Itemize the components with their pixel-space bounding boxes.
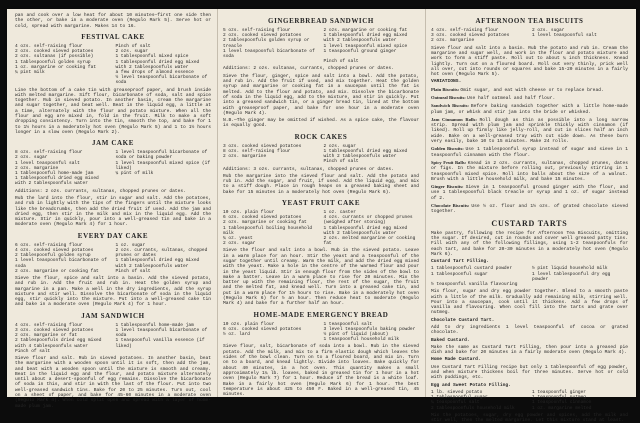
filling-ingredients	[431, 390, 628, 411]
ingredient-line: 2 ozs. currants, sultanas, chopped	[115, 247, 208, 253]
fillings-list	[431, 259, 628, 423]
ingredient-line: ¼ teaspoonful salt	[431, 400, 480, 406]
filling-item	[431, 383, 628, 423]
method-yeast-fruit-cake: Sieve the flour and salt into a bowl. Rub in the sieved potato. Leave in a warm place for an hour. Stir the yeast and a teaspoonful of the sugar together until creamy. Warm the milk, and add the dried egg mixed with the yeast. Make a hole in the centre of the warmed flour and pour in the yeast liquid. Stir in enough flour from the sides of the bowl to make a batter. Leave in a warm place to rise for 20 minutes. Mix the batter up with the remaining flour, the rest of the sugar, the fruit and the melted fat, and knead well. Turn into a greased cake tin, and put in a warm place for 1½ hours to rise. Bake in a moderately hot oven (Regulo Mark 6) for ½ an hour. Then reduce heat to moderate (Regulo Mark 4) and bake for a further half an hour.	[223, 248, 419, 307]
ingredient-line: 4 ozs. self-raising flour	[15, 322, 83, 328]
filling-ingredients	[431, 266, 628, 287]
ingredient-line: liked)	[115, 165, 132, 171]
method-gingerbread-sandwich: Sieve the flour, ginger, spice and salt into a bowl. Add the potato, and rub in. Add the fruit if used, and mix together. Heat the golden syrup and margarine or cooking fat in a saucepan until the fat is melted. Add to the flour and potato, and mix. Dissolve the bicarbonate of soda in the liquid egg, add to the mixture, and stir in quickly. Put into a greased sandwich tin, or a ginger bread tin, lined at the bottom with greaseproof paper, and bake for one hour in a moderate oven (Regulo Mark 4).	[223, 73, 419, 116]
ingredient-line: ¾ oz. yeast	[223, 236, 253, 241]
ingredient-line: 2 ozs. sugar	[15, 155, 48, 161]
filling-text: Mix the potatoes, sugar, dry egg powder and spices, add the milk and stir well, then the melted margarine. Let this mixture stand at least.	[431, 412, 628, 423]
ingredient-line: 1 level teaspoonful mixed spice	[323, 43, 408, 49]
ingredient-line: 1 oz. sugar	[115, 242, 146, 248]
method-afternoon-tea-biscuits: Sieve flour and salt into a basin. Rub the potato and rub in. Cream the margarine and sugar well, and work in the flour and potato mixture and work to form a stiff paste. Roll out to about ¼ inch thickness. Knead lightly. Turn out on a floured board. Roll out very thinly, prick well all over, cut into rounds or squares and bake 15-20 minutes in a fairly hot oven (Regulo Mark 5).	[431, 45, 628, 78]
additions-rock-cakes: Additions: 3 ozs. currants, sultanas, chopped prunes or dates.	[223, 166, 394, 172]
ingredients-festival-cake	[15, 44, 211, 86]
recipe-title-jam-cake: JAM CAKE	[92, 139, 134, 148]
ingredient-line: Pinch of salt	[115, 43, 151, 49]
filling-text: Add to dry ingredients 1 level teaspoonful of cocoa or grated chocolate.	[431, 325, 628, 336]
recipe-title-jam-sandwich: JAM SANDWICH	[81, 311, 145, 320]
ingredient-line: 1 tablespoonful custard powder	[431, 266, 513, 272]
ingredient-line: 2 ozs. margarine	[223, 154, 267, 160]
ingredient-line: ¼ pint milk	[15, 69, 45, 75]
additions-gingerbread-sandwich: Additions: 2 ozs. sultanas, currants, chopped prunes or dates.	[223, 66, 394, 72]
ingredient-line: with 2 tablespoonfuls water	[323, 38, 397, 44]
ingredient-line: a few drops of almond essence	[115, 69, 194, 75]
ingredient-line: 2 ozs. melted margarine or cooking	[323, 236, 416, 241]
variation-text: Omit sugar, and eat with cheese or to replace bread.	[460, 87, 604, 93]
ingredient-line: 2 ozs. margarine or fat	[15, 333, 78, 339]
variation-item	[431, 95, 628, 101]
ingredients-rock-cakes	[223, 144, 419, 165]
ingredient-line: milk	[223, 230, 234, 236]
variation-text: Use half oatmeal and half flour.	[466, 95, 556, 101]
ingredient-line: ½ teaspoonful vanilla flavouring	[431, 282, 518, 288]
intro-custard-tarts: Make pastry, following the recipe for Afternoon Tea Biscuits, omitting the sugar. If desired, cut in rounds and cover well greased patty tins. Fill with any of the following fillings, using 1-2 teaspoonfuls for each tart, and bake for 20-30 minutes in a moderately hot oven (Regulo Mark 6).	[431, 230, 628, 257]
method-emergency-bread: Sieve flour, salt, bicarbonate of soda into a bowl. Rub in the sieved potato. Add the milk, and mix to a firm elastic dough which leaves the sides of the bowl clean. Turn on to a floured board, and mix in. Turn on to a board, and knead lightly. Divide into loaves. Bake quickly for about 40 minutes, in a hot oven. This quantity makes a small approximately 1¼ lb. loaves, baked in greased tin for 1 hour in a hot oven (Regulo Mark 7) for 1 hour. Reduce if the bread is a white loaf. Bake in a fairly hot oven (Regulo Mark 6) for 1 hour. The best temperature is about 425 to 450 F. Baked in a well-greased tin, 45 minutes.	[223, 344, 419, 398]
ingredient-line: soda or baking powder	[115, 155, 173, 161]
ingredient-line: 2 ozs. margarine or cooking fat	[15, 268, 99, 274]
variation-name: Sandwich Biscuits:	[431, 103, 471, 109]
recipe-title-afternoon-tea-biscuits: AFTERNOON TEA BISCUITS	[475, 17, 584, 25]
ingredient-line: 1 teaspoonful cinnamon	[532, 400, 592, 406]
ingredient-line: 2 ozs. cooked sieved potatoes	[223, 33, 302, 39]
ingredient-line: fat	[323, 241, 332, 247]
ingredient-line: 1 tablespoonful dried egg mixed	[115, 59, 200, 65]
filling-item	[431, 338, 628, 356]
ingredient-line: 1 tablespoonful boiling household	[223, 225, 313, 231]
additions-jam-cake: Additions: 2 ozs. currants, sultanas, chopped prunes or dates.	[15, 188, 186, 194]
variations-list	[431, 87, 628, 215]
recipe-title-rock-cakes: ROCK CAKES	[294, 132, 348, 141]
ingredient-line: 6 ozs. cooked sieved potatoes	[223, 215, 302, 221]
ingredient-line: ½ oz. lard	[223, 332, 251, 338]
ingredient-line: 1 oz. margarine melted	[532, 405, 592, 411]
ingredient-line: 1 level teaspoonful bicarbonate of	[115, 327, 208, 333]
ingredient-line: 1 tablespoonful dried egg mixed	[323, 33, 408, 39]
variation-text: Use ½ oz. flour and 1½ ozs. of grated chocolate sieved together.	[431, 204, 628, 215]
ingredient-line: 1 tablespoonful sugar	[431, 271, 488, 277]
filling-name: Home Made Custard.	[431, 357, 481, 363]
variation-name: Chocolate Biscuits:	[431, 203, 472, 209]
ingredient-line: 1 tablespoonful dried egg mixed	[15, 176, 99, 182]
ingredient-line: 1 level teaspoonful bicarbonate of	[115, 150, 208, 156]
variation-name: Golden Biscuits:	[431, 146, 466, 152]
ingredient-line: 2 tablespoonfuls golden syrup or	[223, 38, 310, 44]
ingredient-line: 1 teaspoonful household milk	[323, 337, 400, 343]
method-every-day-cake: Sieve the flour, spice and salt into a basin. Add the sieved potato, and rub in. Add the fruit and rub in. Heat the golden syrup and margarine in a pan. Make a well in the dry ingredients, add the syrup mixture and stir well. Dissolve the bicarbonate of soda in the liquid egg, stir quickly into the mixture. Put into a well-greased cake tin and bake in a moderate oven (Regulo Mark 4) for 1 hour.	[15, 275, 211, 308]
variation-text: Sieve in 1 teaspoonful ground ginger with the flour, and use 1 tablespoonful black treacle or syrup and 1 oz. of sugar instead of 2.	[431, 185, 628, 201]
ingredient-line: 3 ozs. cooked sieved potatoes	[15, 327, 94, 333]
variation-text: Use 1 tablespoonful syrup instead of sugar and sieve in 1 teaspoonful cinnamon with the flour.	[431, 147, 628, 158]
recipe-title-yeast-fruit-cake: YEAST FRUIT CAKE	[281, 198, 361, 207]
ingredient-line	[15, 75, 111, 85]
ingredient-line: 1 tablespoonful home-made jam	[15, 171, 94, 176]
filling-name: Custard Tart Filling.	[431, 259, 489, 265]
ingredient-line: 2 ozs. cooked sieved potatoes	[15, 49, 94, 55]
variation-item	[431, 146, 628, 158]
ingredient-line: 1 level teaspoonful bicarbonate of soda	[223, 48, 315, 60]
ingredient-line: 1 tablespoonful mixed spice	[115, 54, 189, 60]
filling-item	[431, 318, 628, 336]
filling-text: Make the same as Custard Tart Filling, then pour into a greased pie dish and bake for 20 minutes in a fairly moderate oven (Regulo Mark 4).	[431, 344, 628, 356]
variation-name: Ginger Biscuits:	[431, 184, 466, 190]
ingredient-line: 2 ozs. sugar	[532, 28, 565, 33]
ingredient-line: 2 tablespoonful golden syrup	[15, 253, 91, 259]
ingredient-line: 1 lb. sieved potato	[431, 389, 483, 395]
fold-line	[217, 9, 218, 397]
variation-name: Spicy Fruit Balls:	[431, 159, 468, 165]
ingredient-line: with 2 tablespoonfuls water	[15, 181, 88, 187]
recipe-title-festival-cake: FESTIVAL CAKE	[81, 32, 145, 41]
column-left	[15, 13, 211, 409]
ingredient-line: with 2 tablespoonfuls water	[323, 230, 397, 236]
variation-item	[431, 87, 628, 93]
ingredient-line: 4 ozs. cooked sieved potatoes	[15, 247, 94, 253]
filling-name: Chocolate Custard Tart.	[431, 317, 495, 323]
ingredient-line: 3 ozs. cooked sieved potatoes	[431, 33, 510, 39]
recipe-title-every-day-cake: EVERY DAY CAKE	[77, 231, 149, 240]
ingredient-line: 1 teaspoonful ground ginger	[323, 48, 397, 54]
column-right	[431, 13, 628, 423]
ingredient-line: 1 oz. margarine or cooking fat	[15, 64, 97, 70]
ingredient-line: 1 tablespoonful sugar	[431, 395, 488, 401]
ingredient-line	[532, 282, 628, 287]
column-middle	[223, 13, 419, 398]
ingredient-line: 1 oz. caster	[323, 209, 356, 215]
method-rock-cakes: Rub the margarine into the sieved flour and salt. Add the potato and rub in. Add the sugar, and fruit, if used. Add the liquid egg, and mix to a stiff dough. Place in rough heaps on a greased baking sheet and bake for 15 minutes in a moderately hot oven (Regulo Mark 6).	[223, 173, 419, 195]
ingredients-emergency-bread	[223, 322, 419, 343]
ingredients-gingerbread-sandwich	[223, 28, 419, 64]
ingredient-line: 2 ozs. sultanas (if possible)	[15, 54, 94, 60]
ingredient-line: 8 ozs. self-raising flour	[223, 148, 291, 154]
ingredient-line: 2 ozs. sugar	[115, 49, 148, 55]
ingredient-line: 1 level teaspoonful bicarbonate of	[15, 258, 107, 264]
filling-name: Egg and Sweet Potato Filling.	[431, 382, 511, 388]
method-jam-sandwich: Sieve flour and salt. Rub in sieved potatoes. In another basin, beat the margarine with a wooden spoon until it is soft, then add the jam, and beat with a wooden spoon until the mixture is smooth and creamy. Beat in the liquid egg and the flour, and potato mixture alternately until about a desert-spoonful of egg remains. Dissolve the bicarbonate of soda in this, and stir in with the last of the flour. Put into two well-greased sandwich tins. Bake for 20 to 25 minutes. Turn out, cool on a sheet of paper, and bake for 45-60 minutes in a moderate oven (Regulo Mark 4). When cold split open and spread with a layer of home-made plum jam.	[15, 355, 211, 409]
ingredients-afternoon-tea-biscuits	[431, 28, 628, 44]
variation-item	[431, 103, 628, 115]
ingredient-line: 4 ozs. self-raising flour	[431, 28, 499, 33]
ingredient-line: 1 teaspoonful ginger	[532, 389, 587, 395]
ingredient-line: 2 ozs. sugar	[323, 143, 356, 149]
ingredient-line: ½ pint of liquid (about)	[323, 332, 389, 338]
ingredient-line: 5 ozs. self-raising flour	[223, 28, 291, 33]
ingredient-line: 2 tablespoonfuls household milk	[431, 405, 515, 411]
note-gingerbread-sandwich: N.B.—The ginger may be omitted if wished. As a spice cake, the flavour is equally good.	[223, 118, 419, 129]
ingredient-line: with 2 tablespoonfuls water	[323, 154, 397, 160]
ingredient-line: 2 tablespoonfuls dried egg mixed	[15, 338, 102, 344]
recipe-leaflet-page	[7, 9, 636, 423]
variation-text: Knead in 2 ozs. currants, sultanas, chopped prunes, dates or figs. In the mixture before rolling out, previously stirring in 1 teaspoonful mixed spice. Roll into balls about the size of a walnut. Brush with a little household milk, and bake 15 minutes.	[431, 160, 628, 182]
ingredient-line: soda	[15, 263, 26, 269]
recipe-title-custard-tarts: CUSTARD TARTS	[491, 218, 568, 228]
ingredient-line: 1 teaspoonful salt	[323, 321, 373, 327]
variation-text: Before baking sandwich together with a little home-made plum jam, or whisk and stir jam into the bride or whisked.	[431, 104, 628, 115]
ingredient-line: 1 level teaspoonful mixed spice (if	[115, 160, 211, 166]
variation-item	[431, 160, 628, 182]
ingredients-jam-sandwich	[15, 323, 211, 354]
ingredient-line: 1 tablespoonful golden syrup	[15, 59, 91, 65]
variation-name: Plain Biscuits:	[431, 86, 461, 92]
ingredient-line: ¼ pint of milk	[115, 171, 154, 176]
ingredient-line: 6 ozs. cooked sieved potatoes	[223, 326, 302, 332]
fold-line	[425, 9, 426, 397]
filling-item	[431, 259, 628, 316]
ingredient-line: 4 ozs. self-raising flour	[15, 43, 83, 49]
ingredient-line: 1 tablespoonful dried egg mixed	[115, 258, 200, 264]
ingredient-line: 2 ozs. sugar	[223, 241, 256, 247]
ingredient-line: liked)	[115, 343, 132, 349]
ingredient-line	[223, 337, 319, 342]
ingredient-line: soda	[115, 333, 127, 339]
ingredient-line	[223, 159, 319, 164]
ingredient-line: ½ level teaspoonful bicarbonate of soda	[115, 75, 208, 86]
ingredient-line: prunes or dates	[115, 253, 157, 259]
ingredient-line: 1 tablespoonful dried egg mixed	[323, 148, 408, 154]
ingredient-line: 10 ozs. plain flour	[223, 321, 275, 327]
ingredient-line: 8 ozs. self-raising flour	[15, 150, 83, 156]
ingredient-line	[223, 59, 319, 64]
ingredient-line: 3 level teaspoonfuls baking powder	[323, 326, 416, 332]
ingredient-line: 1 teaspoonful vanilla essence (if	[115, 338, 205, 344]
filling-text: Mix flour, sugar and dry egg powder together. Blend to a smooth paste with a little of the milk. Gradually add remaining milk, stirring well. Pour into a saucepan, cook until it thickens. Add a few drops of vanilla and flavouring. When cool fill into the tarts and grate over nutmeg.	[431, 289, 628, 316]
variations-heading: VARIATIONS.	[431, 79, 462, 85]
ingredient-line	[116, 181, 212, 186]
ingredient-line: Pinch of salt	[15, 348, 51, 354]
ingredient-line: with 2 tablespoonfuls water	[115, 64, 189, 70]
ingredient-line: (weighed after stoning)	[323, 220, 386, 226]
recipe-title-emergency-bread: HOME-MADE EMERGENCY BREAD	[253, 310, 389, 319]
ingredient-line: with 4 tablespoonfuls water	[15, 343, 88, 349]
ingredient-line: 2 ozs. margarine or cooking fat	[223, 220, 307, 226]
ingredient-line	[532, 38, 628, 43]
variation-text: Roll dough as thin as possible into a long narrow strip. Spread with plum jam and sprinkle thickly with cinnamon (if liked). Roll up firmly like jelly-roll, and cut in slices half an inch wide. Bake on a well-greased tray with cut side down. As these burn very easily, bake 10 to 15 minutes. Make 24 rolls.	[431, 117, 628, 145]
filling-name: Baked Custard.	[431, 337, 470, 343]
ingredient-line: 2 ozs. margarine	[431, 38, 475, 44]
ingredient-line: 3 ozs. cooked sieved potatoes	[223, 143, 302, 149]
ingredient-line: treacle	[223, 43, 242, 49]
ingredient-line: Pinch of salt	[115, 268, 151, 274]
ingredient-line: 2 ozs. margarine or cooking fat	[323, 28, 408, 33]
ingredient-line	[116, 349, 212, 354]
ingredient-line: with 2 tablespoonfuls water	[115, 263, 189, 269]
ingredient-line: 1 level tablespoonful dry egg powder	[532, 271, 611, 282]
ingredients-every-day-cake	[15, 243, 211, 274]
ingredient-line: 1 tablespoonful dried egg mixed	[323, 225, 408, 231]
variation-item	[431, 184, 628, 201]
filling-item	[431, 357, 628, 380]
ingredients-jam-cake	[15, 150, 211, 186]
ingredient-line: 1 teaspoonful nutmeg	[532, 395, 587, 401]
ingredient-line: 1 tablespoonful home-made jam	[115, 322, 194, 328]
ingredient-line: 6 ozs. self-raising flour	[15, 242, 83, 248]
ingredient-line: 1 level teaspoonful salt	[532, 33, 597, 39]
recipe-title-gingerbread-sandwich: GINGERBREAD SANDWICH	[268, 17, 374, 25]
ingredient-line: 10 ozs. plain flour	[223, 209, 275, 215]
ingredients-yeast-fruit-cake	[223, 210, 419, 246]
ingredient-line: ½ pint liquid household milk	[532, 266, 608, 272]
method-festival-cake: Line the bottom of a cake tin with greaseproof paper, and brush inside with melted margarine. Sift flour, bicarbonate of soda, salt and spice together. Rub in sieved potato. In another basin, cream the margarine and sugar together, and beat well. Beat in the liquid egg, a little at a time, alternately with the flour and potato mixture. When all the flour and egg are mixed in, fold in the fruit. Milk to make a soft dropping consistency. Turn into the tin, smooth the top, and bake for 1 to 1½ hours in a moderately hot oven (Regulo Mark 5) and 1 to 1½ hours longer in a slow oven (Regulo Mark 2).	[15, 87, 211, 135]
ingredient-line: 4 ozs. currants or chopped prunes	[323, 215, 413, 221]
variation-item	[431, 117, 628, 144]
ingredient-line: Pinch of salt	[323, 159, 359, 165]
ingredient-line: 1 level teaspoonful salt	[15, 160, 80, 166]
variation-name: Jam Cinnamon Rolls:	[431, 116, 480, 122]
variation-item	[431, 203, 628, 215]
variation-name: Oatmeal Biscuits:	[431, 94, 467, 100]
intro-paragraph: pan and cook over a low heat for about 10 minutes—first one side then the other, or bake in a moderate oven (Regulo Mark 5). Serve hot or cold, spread with margarine. Makes 14 to 16.	[15, 13, 211, 29]
ingredient-line: 2 ozs. margarine	[15, 165, 59, 171]
filling-text: Use Custard Tart Filling recipe but only 1 tablespoonful of egg powder, and when mixture thickens boil for three minutes. Serve hot or cold with puddings, etc.	[431, 364, 628, 381]
method-jam-cake: Rub the lard into the flour, stir in sugar and salt. Add the potatoes, and rub in lightly with the tips of the fingers until the mixture looks like the breadcrumbs, then add the dried fruit if used. Add the jam and dried egg, then stir in the milk and mix in the liquid egg. Add the mixture. Stir in quickly, pour into a well-greased tin and bake in a moderate oven (Regulo Mark 4) for 1 hour.	[15, 195, 211, 228]
ingredient-line: Pinch of salt	[323, 59, 359, 65]
